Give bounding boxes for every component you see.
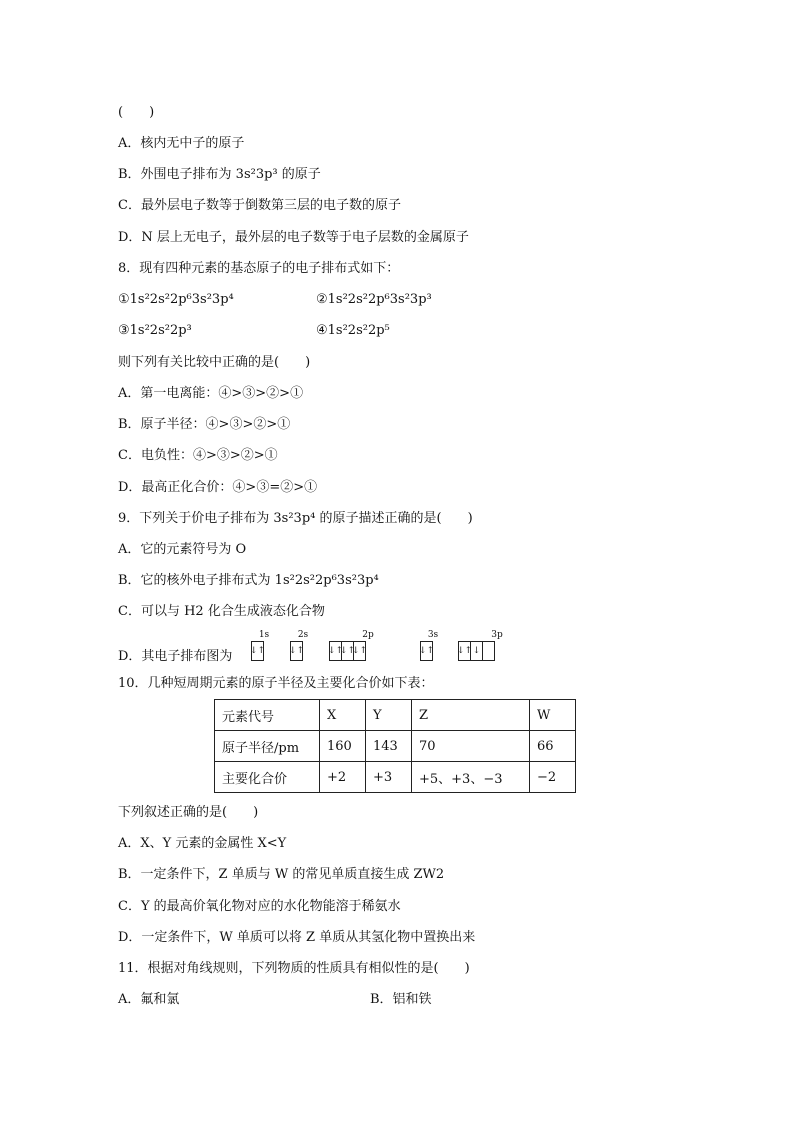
orbital-box: ↓↑ (329, 641, 342, 661)
q8-config-4: ④1s²2s²2p⁵ (316, 323, 390, 338)
orbital-label-2p: 2p (362, 630, 374, 640)
q8-option-c: C．电负性：④>③>②>① (118, 448, 278, 463)
table-header-cell: W (530, 700, 576, 731)
q11-option-a: A．氟和氯 (118, 992, 180, 1007)
q8-config-1: ①1s²2s²2p⁶3s²3p⁴ (118, 292, 234, 307)
orbital-box: ↓↑ (251, 641, 264, 661)
q10-stem: 10．几种短周期元素的原子半径及主要化合价如下表： (118, 676, 434, 691)
table-header-cell: 元素代号 (215, 700, 320, 731)
q8-config-2: ②1s²2s²2p⁶3s²3p³ (316, 292, 432, 307)
q8-stem: 8．现有四种元素的基态原子的电子排布式如下： (118, 261, 400, 276)
table-cell: +5、+3、−3 (412, 762, 530, 793)
q7-option-c: C．最外层电子数等于倒数第三层的电子数的原子 (118, 198, 401, 213)
table-cell: +3 (366, 762, 412, 793)
q9-option-b: B．它的核外电子排布式为 1s²2s²2p⁶3s²3p⁴ (118, 573, 379, 588)
element-table (214, 699, 576, 793)
orbital-box (482, 641, 495, 661)
orbital-label-1s: 1s (258, 630, 270, 640)
table-cell: 66 (530, 731, 576, 762)
q9-option-d: D．其电子排布图为 (118, 649, 233, 664)
q10-option-a: A．X、Y 元素的金属性 X<Y (118, 836, 287, 851)
table-cell: 主要化合价 (215, 762, 320, 793)
q7-option-b: B．外围电子排布为 3s²3p³ 的原子 (118, 167, 321, 182)
q11-option-b: B．铝和铁 (370, 992, 432, 1007)
table-header-cell: X (320, 700, 366, 731)
table-cell: +2 (320, 762, 366, 793)
q9-stem: 9．下列关于价电子排布为 3s²3p⁴ 的原子描述正确的是( ) (118, 511, 473, 526)
table-header-cell: Z (412, 700, 530, 731)
q11-stem: 11．根据对角线规则，下列物质的性质具有相似性的是( ) (118, 961, 470, 976)
q8-option-b: B．原子半径：④>③>②>① (118, 417, 291, 432)
table-cell: −2 (530, 762, 576, 793)
orbital-box: ↓↑ (458, 641, 471, 661)
q8-config-3: ③1s²2s²2p³ (118, 323, 192, 338)
table-cell: 原子半径/pm (215, 731, 320, 762)
q9-option-a: A．它的元素符号为 O (118, 542, 247, 557)
table-header-row (215, 700, 576, 731)
orbital-box: ↓↑ (353, 641, 366, 661)
table-row (215, 762, 576, 793)
table-cell: 143 (366, 731, 412, 762)
orbital-box: ↓ (470, 641, 483, 661)
q10-option-d: D．一定条件下，W 单质可以将 Z 单质从其氢化物中置换出来 (118, 930, 476, 945)
table-cell: 160 (320, 731, 366, 762)
orbital-label-2s: 2s (297, 630, 309, 640)
orbital-box: ↓↑ (290, 641, 303, 661)
q8-option-a: A．第一电离能：④>③>②>① (118, 386, 304, 401)
table-cell: 70 (412, 731, 530, 762)
table-header-cell: Y (366, 700, 412, 731)
q7-option-d: D．N 层上无电子，最外层的电子数等于电子层数的金属原子 (118, 230, 469, 245)
table-row (215, 731, 576, 762)
orbital-box: ↓↑ (420, 641, 433, 661)
orbital-box: ↓↑ (341, 641, 354, 661)
q7-paren: ( ) (118, 105, 155, 120)
q10-option-c: C．Y 的最高价氧化物对应的水化物能溶于稀氨水 (118, 899, 401, 914)
q7-option-a: A．核内无中子的原子 (118, 136, 245, 151)
q8-question: 则下列有关比较中正确的是( ) (118, 355, 311, 370)
orbital-label-3s: 3s (427, 630, 439, 640)
q8-option-d: D．最高正化合价：④>③=②>① (118, 480, 318, 495)
orbital-label-3p: 3p (491, 630, 503, 640)
q9-option-c: C．可以与 H2 化合生成液态化合物 (118, 604, 325, 619)
q10-option-b: B．一定条件下，Z 单质与 W 的常见单质直接生成 ZW2 (118, 867, 445, 882)
q10-question: 下列叙述正确的是( ) (118, 805, 259, 820)
